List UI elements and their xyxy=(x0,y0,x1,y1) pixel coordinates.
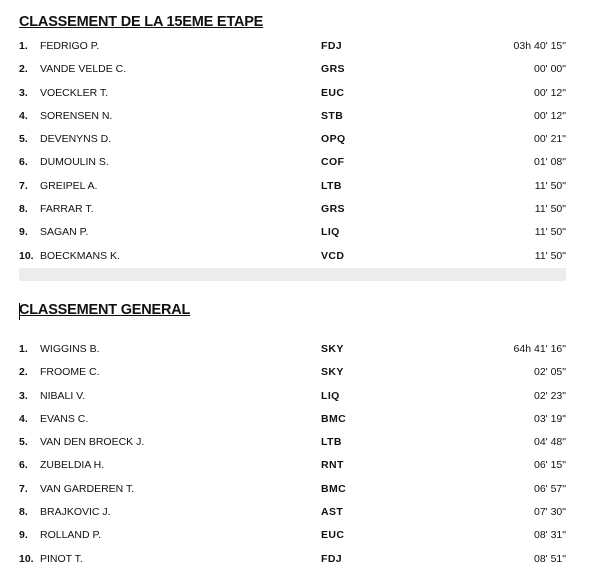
time-gap: 00' 00" xyxy=(533,63,566,76)
team-code: BMC xyxy=(321,412,347,425)
table-row xyxy=(0,224,600,247)
general-ranking-title: CLASSEMENT GENERAL xyxy=(19,302,191,318)
time-gap: 08' 31" xyxy=(533,529,566,542)
rank-cell: 3. xyxy=(19,389,28,402)
table-row xyxy=(0,201,600,224)
time-gap: 01' 08" xyxy=(533,156,566,169)
stage-ranking-table xyxy=(0,38,600,271)
rider-name: VAN DEN BROECK J. xyxy=(40,436,145,449)
rider-name: WIGGINS B. xyxy=(40,343,100,355)
team-code: SKY xyxy=(321,366,344,379)
time-gap: 07' 30" xyxy=(533,506,566,519)
time-gap: 03h 40' 15" xyxy=(513,40,566,52)
rank-cell: 8. xyxy=(19,203,28,216)
rider-name: SORENSEN N. xyxy=(40,109,113,122)
rider-name: BOECKMANS K. xyxy=(40,249,120,262)
time-gap: 00' 12" xyxy=(533,86,566,99)
team-code: EUC xyxy=(321,529,345,542)
table-row xyxy=(0,341,600,364)
rider-name: DEVENYNS D. xyxy=(40,133,112,146)
table-row xyxy=(0,411,600,434)
rank-cell: 10. xyxy=(19,552,34,565)
rider-name: PINOT T. xyxy=(40,552,83,565)
table-row xyxy=(0,481,600,504)
time-gap: 00' 12" xyxy=(533,109,566,122)
team-code: FDJ xyxy=(321,40,343,52)
table-row xyxy=(0,504,600,527)
rank-cell: 3. xyxy=(19,86,28,99)
rank-cell: 5. xyxy=(19,133,28,146)
rider-name: VOECKLER T. xyxy=(40,86,109,99)
table-row xyxy=(0,61,600,84)
rank-cell: 4. xyxy=(19,109,28,122)
time-gap: 04' 48" xyxy=(533,436,566,449)
time-gap: 11' 50" xyxy=(534,203,566,216)
rider-name: ROLLAND P. xyxy=(40,529,102,542)
table-row xyxy=(0,178,600,201)
table-row xyxy=(0,388,600,411)
team-code: GRS xyxy=(321,63,345,76)
time-gap: 11' 50" xyxy=(534,249,566,262)
team-code: LTB xyxy=(321,436,342,449)
time-gap: 03' 19" xyxy=(533,412,566,425)
team-code: VCD xyxy=(321,249,345,262)
time-gap: 06' 15" xyxy=(533,459,566,472)
table-row xyxy=(0,131,600,154)
rider-name: SAGAN P. xyxy=(40,226,89,239)
team-code: BMC xyxy=(321,482,347,495)
team-code: GRS xyxy=(321,203,345,216)
rank-cell: 2. xyxy=(19,63,28,76)
team-code: LIQ xyxy=(321,226,340,239)
team-code: COF xyxy=(321,156,345,169)
table-row xyxy=(0,38,600,61)
team-code: AST xyxy=(321,506,344,519)
time-gap: 06' 57" xyxy=(533,482,566,495)
rank-cell: 1. xyxy=(19,343,28,355)
table-row xyxy=(0,551,600,574)
team-code: LIQ xyxy=(321,389,340,402)
table-row xyxy=(0,527,600,550)
rank-cell: 5. xyxy=(19,436,28,449)
time-gap: 02' 05" xyxy=(533,366,566,379)
time-gap: 02' 23" xyxy=(533,389,566,402)
time-gap: 11' 50" xyxy=(534,226,566,239)
rider-name: FROOME C. xyxy=(40,366,100,379)
team-code: OPQ xyxy=(321,133,346,146)
rider-name: FEDRIGO P. xyxy=(40,40,100,52)
time-gap: 64h 41' 16" xyxy=(513,343,566,355)
section-divider xyxy=(19,268,566,281)
rider-name: GREIPEL A. xyxy=(40,179,98,192)
time-gap: 08' 51" xyxy=(533,552,566,565)
rider-name: DUMOULIN S. xyxy=(40,156,109,169)
rider-name: FARRAR T. xyxy=(40,203,94,216)
table-row xyxy=(0,154,600,177)
table-row xyxy=(0,364,600,387)
team-code: SKY xyxy=(321,343,344,355)
team-code: LTB xyxy=(321,179,342,192)
table-row xyxy=(0,434,600,457)
rank-cell: 10. xyxy=(19,249,34,262)
table-row xyxy=(0,85,600,108)
rider-name: VANDE VELDE C. xyxy=(40,63,127,76)
rider-name: BRAJKOVIC J. xyxy=(40,506,111,519)
rank-cell: 2. xyxy=(19,366,28,379)
rank-cell: 6. xyxy=(19,459,28,472)
team-code: EUC xyxy=(321,86,345,99)
team-code: STB xyxy=(321,109,344,122)
rider-name: ZUBELDIA H. xyxy=(40,459,105,472)
general-ranking-table xyxy=(0,341,600,574)
rank-cell: 4. xyxy=(19,412,28,425)
rider-name: NIBALI V. xyxy=(40,389,86,402)
stage-ranking-title: CLASSEMENT DE LA 15EME ETAPE xyxy=(19,14,264,30)
rank-cell: 7. xyxy=(19,179,28,192)
rank-cell: 7. xyxy=(19,482,28,495)
rank-cell: 9. xyxy=(19,529,28,542)
rank-cell: 6. xyxy=(19,156,28,169)
rider-name: EVANS C. xyxy=(40,412,89,425)
rank-cell: 1. xyxy=(19,40,28,52)
table-row xyxy=(0,108,600,131)
table-row xyxy=(0,457,600,480)
time-gap: 00' 21" xyxy=(533,133,566,146)
rank-cell: 8. xyxy=(19,506,28,519)
time-gap: 11' 50" xyxy=(534,179,566,192)
rider-name: VAN GARDEREN T. xyxy=(40,482,135,495)
team-code: RNT xyxy=(321,459,344,472)
team-code: FDJ xyxy=(321,552,343,565)
rank-cell: 9. xyxy=(19,226,28,239)
